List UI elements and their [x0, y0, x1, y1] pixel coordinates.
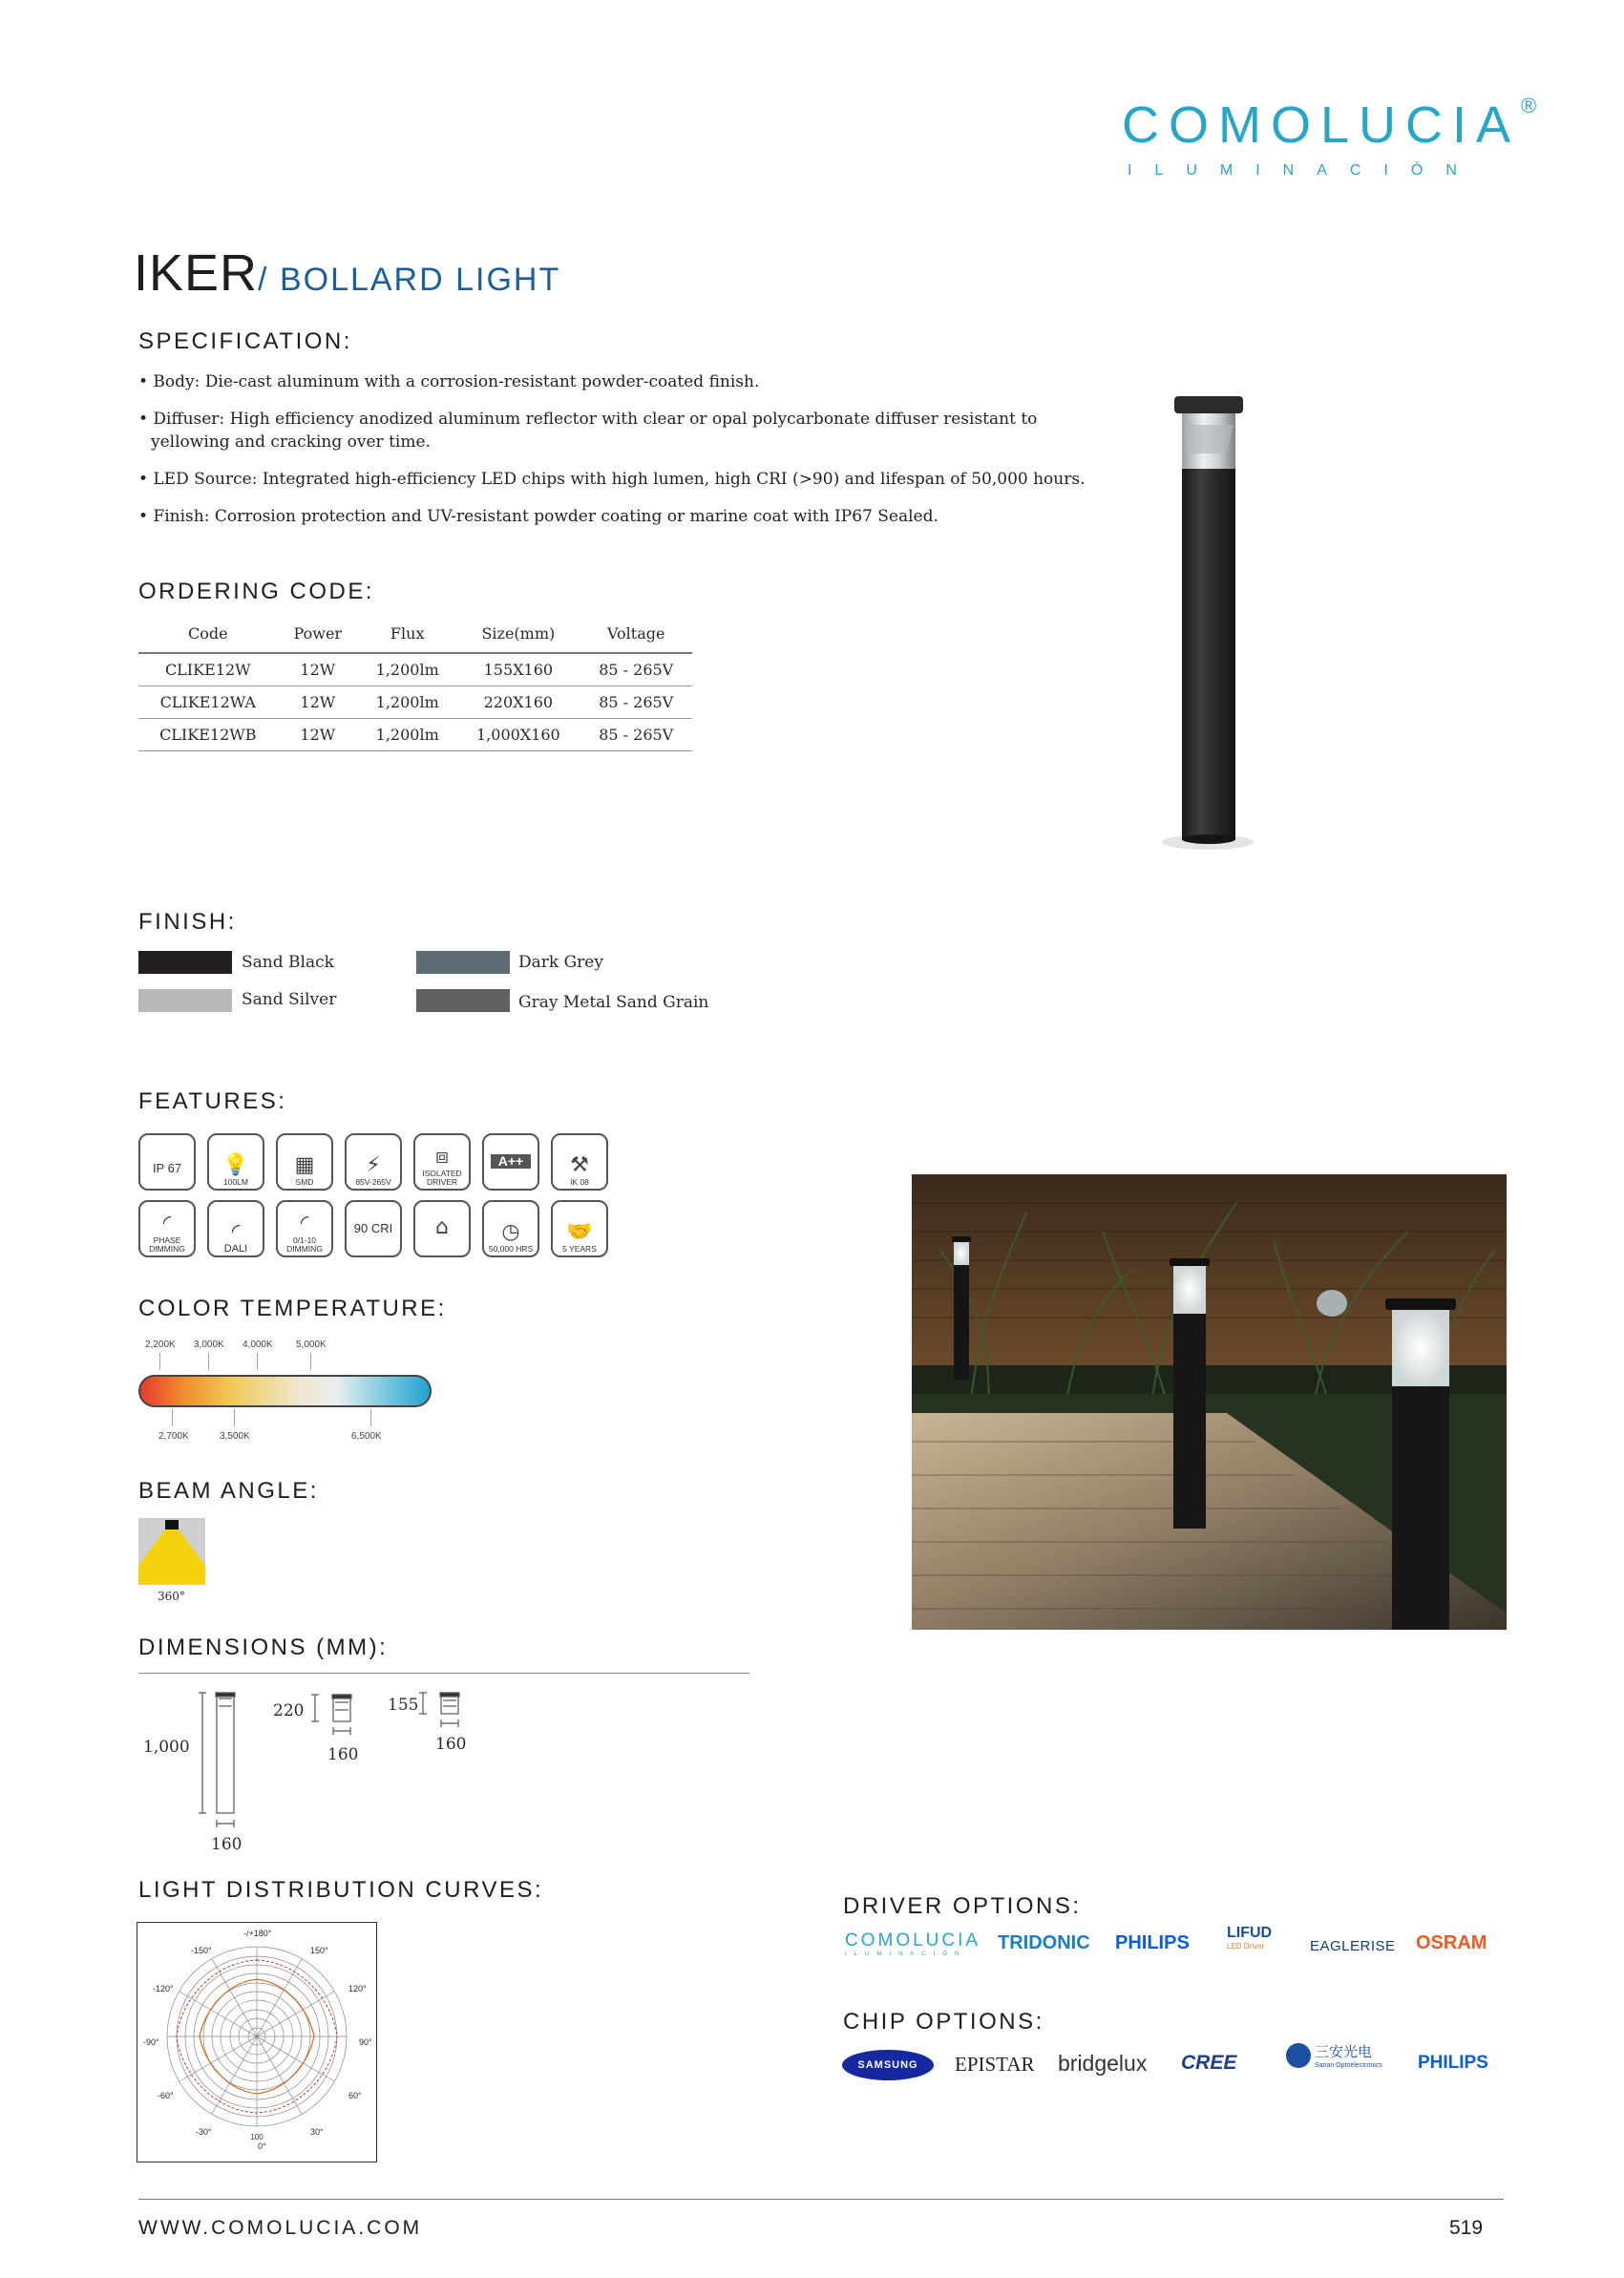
table-cell: 1,000X160: [456, 719, 580, 751]
spec-item-body: • Body: Die-cast aluminum with a corrosion-resistant powder-coated finish.: [138, 372, 760, 391]
dimension-drawings: [134, 1685, 516, 1843]
specification-heading: SPECIFICATION:: [138, 328, 352, 354]
column-header: Power: [278, 617, 359, 653]
finish-heading: FINISH:: [138, 909, 237, 935]
sanan-logo-icon: [1286, 2043, 1311, 2068]
finish-swatch-sand-black: [138, 951, 232, 974]
logo-wordmark: COMOLUCIA: [1122, 96, 1521, 154]
dali-icon: ◜ DALI: [207, 1200, 264, 1257]
light-distribution-heading: LIGHT DISTRIBUTION CURVES:: [138, 1877, 544, 1903]
column-header: Size(mm): [456, 617, 580, 653]
polar-angle-neg60: -60°: [158, 2091, 174, 2100]
isolated-driver-icon: ⧈ ISOLATED DRIVER: [413, 1133, 471, 1191]
dimming-0-10-icon: ◜ 0/1-10 DIMMING: [276, 1200, 333, 1257]
polar-distribution-chart: [137, 1922, 377, 2162]
driver-brand-philips: PHILIPS: [1115, 1932, 1190, 1953]
footer-website[interactable]: WWW.COMOLUCIA.COM: [138, 2217, 423, 2239]
handshake-icon: 🤝 5 YEARS: [551, 1200, 608, 1257]
clock-icon: ◷ 50,000 HRS: [482, 1200, 539, 1257]
chip-brand-bridgelux: bridgelux: [1058, 2051, 1148, 2076]
polar-angle-120: 120°: [348, 1984, 367, 1993]
svg-text:100: 100: [250, 2133, 264, 2141]
column-header: Voltage: [580, 617, 692, 653]
ct-tick-marks: [138, 1353, 434, 1372]
driver-brand-eaglerise: EAGLERISE: [1310, 1938, 1396, 1954]
table-cell: 155X160: [456, 653, 580, 686]
phase-dimming-icon: ◜ PHASE DIMMING: [138, 1200, 196, 1257]
spec-item-diffuser-cont: yellowing and cracking over time.: [151, 432, 431, 452]
house-icon: ⌂: [413, 1200, 471, 1257]
table-cell: 220X160: [456, 686, 580, 719]
polar-angle-neg120: -120°: [153, 1984, 174, 1993]
chip-brand-epistar: EPISTAR: [955, 2053, 1035, 2076]
ip67-icon: IP 67: [138, 1133, 196, 1191]
driver-brand-tridonic: TRIDONIC: [998, 1932, 1090, 1953]
chip-options-heading: CHIP OPTIONS:: [843, 2009, 1044, 2035]
table-cell: 1,200lm: [358, 686, 456, 719]
bulb-icon: 💡 100LM: [207, 1133, 264, 1191]
ct-label-6500: 6,500K: [351, 1431, 382, 1442]
ct-label-4000: 4,000K: [243, 1339, 273, 1350]
ordering-code-heading: ORDERING CODE:: [138, 579, 375, 604]
ct-label-3500: 3,500K: [220, 1431, 250, 1442]
ct-label-5000: 5,000K: [296, 1339, 327, 1350]
finish-label: Dark Grey: [518, 953, 603, 972]
ct-tick-marks-bottom: [138, 1409, 434, 1428]
column-header: Flux: [358, 617, 456, 653]
chip-brand-philips: PHILIPS: [1418, 2053, 1488, 2073]
dim-tall-width: 160: [211, 1835, 243, 1854]
finish-label: Gray Metal Sand Grain: [518, 993, 709, 1012]
footer-divider: [138, 2199, 1504, 2200]
cri-icon: 90 CRI: [345, 1200, 402, 1257]
color-temperature-gradient: [138, 1375, 432, 1407]
dim-short-width: 160: [435, 1735, 467, 1754]
spec-item-finish: • Finish: Corrosion protection and UV-resistant powder coating or marine coat with IP67 Sealed.: [138, 507, 939, 526]
features-row-2: [138, 1200, 608, 1257]
table-cell: 12W: [278, 653, 359, 686]
table-cell: 85 - 265V: [580, 653, 692, 686]
polar-angle-neg90: -90°: [143, 2037, 159, 2047]
driver-brand-comolucia: COMOLUCIA ILUMINACIÓN: [845, 1930, 981, 1957]
polar-angle-neg150: -150°: [191, 1946, 212, 1955]
chip-brand-samsung: SAMSUNG: [842, 2050, 934, 2080]
dim-short-height: 155: [388, 1696, 419, 1715]
beam-angle-icon: [138, 1518, 205, 1585]
polar-angle-neg30: -30°: [196, 2127, 212, 2137]
table-cell: CLIKE12WA: [138, 686, 278, 719]
beam-angle-heading: BEAM ANGLE:: [138, 1478, 319, 1504]
dim-mid-height: 220: [273, 1701, 305, 1720]
table-header-row: [138, 617, 692, 653]
finish-label: Sand Silver: [242, 990, 337, 1009]
table-cell: 12W: [278, 686, 359, 719]
polar-angle-90: 90°: [359, 2037, 372, 2047]
table-cell: 12W: [278, 719, 359, 751]
spec-item-led: • LED Source: Integrated high-efficiency LED chips with high lumen, high CRI (>90) and lifespan of 50,000 hours.: [138, 470, 1086, 489]
page-number: 519: [1449, 2217, 1484, 2239]
dimensions-heading: DIMENSIONS (MM):: [138, 1635, 389, 1660]
product-category: / BOLLARD LIGHT: [258, 262, 561, 298]
logo-tagline: ILUMINACIÓN: [1128, 162, 1480, 179]
spec-item-diffuser: • Diffuser: High efficiency anodized aluminum reflector with clear or opal polycarbonate diffuser resistant to: [138, 410, 1038, 429]
ordering-code-table: [138, 617, 692, 751]
finish-swatch-sand-silver: [138, 989, 232, 1012]
energy-class-icon: A++: [482, 1133, 539, 1191]
features-heading: FEATURES:: [138, 1088, 287, 1114]
smd-chip-icon: ▦ SMD: [276, 1133, 333, 1191]
table-row: [138, 719, 692, 751]
hammer-icon: ⚒ IK 08: [551, 1133, 608, 1191]
column-header: Code: [138, 617, 278, 653]
table-cell: 85 - 265V: [580, 686, 692, 719]
finish-swatch-dark-grey: [416, 951, 510, 974]
finish-label: Sand Black: [242, 953, 334, 972]
ct-label-2200: 2,200K: [145, 1339, 176, 1350]
voltage-icon: ⚡ 85V-265V: [345, 1133, 402, 1191]
table-row: [138, 653, 692, 686]
beam-angle-value: 360°: [158, 1590, 185, 1603]
polar-angle-60: 60°: [348, 2091, 362, 2100]
logo-registered-mark: ®: [1521, 94, 1537, 117]
ct-label-2700: 2,700K: [158, 1431, 189, 1442]
dim-tall-height: 1,000: [143, 1738, 190, 1757]
dim-mid-width: 160: [327, 1745, 359, 1764]
driver-options-heading: DRIVER OPTIONS:: [843, 1893, 1082, 1919]
features-row-1: [138, 1133, 608, 1191]
table-row: [138, 686, 692, 719]
finish-swatch-gray-metal: [416, 989, 510, 1012]
brand-logo: [1122, 95, 1542, 186]
driver-brand-osram: OSRAM: [1416, 1932, 1487, 1953]
chip-brand-cree: CREE: [1181, 2052, 1237, 2074]
polar-angle-180: -/+180°: [243, 1929, 272, 1938]
driver-brand-lifud: LIFUD LED Driver: [1227, 1925, 1273, 1951]
dimensions-divider: [138, 1673, 749, 1674]
polar-angle-0: 0°: [258, 2141, 266, 2151]
table-cell: CLIKE12WB: [138, 719, 278, 751]
product-name: IKER: [134, 244, 259, 302]
application-photo: [912, 1174, 1507, 1630]
ct-label-3000: 3,000K: [194, 1339, 224, 1350]
table-cell: 85 - 265V: [580, 719, 692, 751]
table-cell: 1,200lm: [358, 653, 456, 686]
page-title: [134, 243, 560, 303]
table-cell: CLIKE12W: [138, 653, 278, 686]
polar-angle-150: 150°: [310, 1946, 328, 1955]
table-cell: 1,200lm: [358, 719, 456, 751]
polar-angle-30: 30°: [310, 2127, 324, 2137]
color-temperature-heading: COLOR TEMPERATURE:: [138, 1296, 447, 1321]
product-image: [1146, 396, 1270, 854]
